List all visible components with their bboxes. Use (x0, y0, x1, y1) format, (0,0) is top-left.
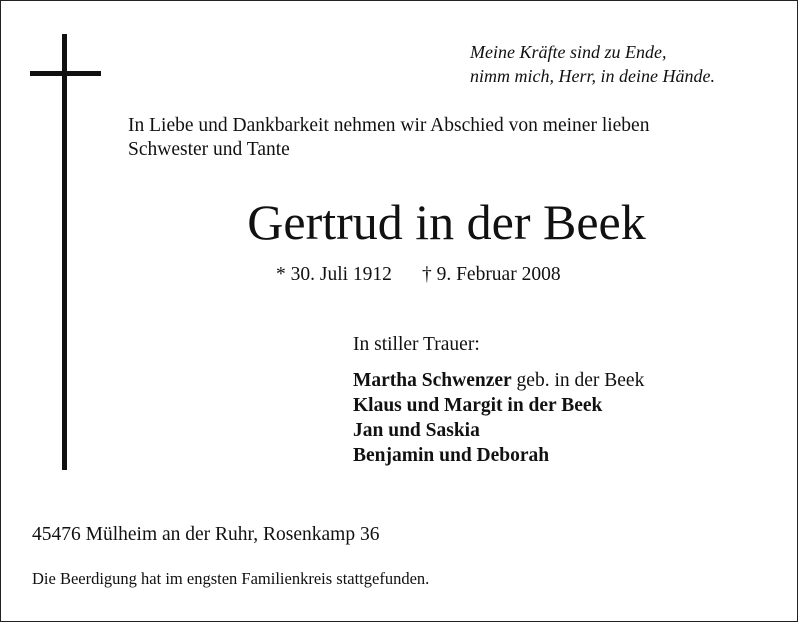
intro-line-1: In Liebe und Dankbarkeit nehmen wir Abschied von meiner lieben (128, 115, 650, 136)
mourner-item (353, 443, 644, 468)
funeral-note: Die Beerdigung hat im engsten Familienkreis stattgefunden. (32, 569, 430, 588)
intro-line-2: Schwester und Tante (128, 139, 290, 160)
mourner-name: Benjamin und Deborah (353, 445, 550, 466)
mourner-name: Jan und Saskia (353, 420, 480, 441)
family-address: 45476 Mülheim an der Ruhr, Rosenkamp 36 (32, 524, 380, 545)
mourner-item (353, 368, 644, 393)
mourner-name: Klaus und Margit in der Beek (353, 395, 603, 416)
mourners-list (353, 368, 644, 468)
mourning-heading: In stiller Trauer: (353, 334, 480, 355)
verse (470, 40, 780, 88)
deceased-name: Gertrud in der Beek (247, 194, 646, 250)
mourner-suffix: geb. in der Beek (511, 370, 645, 391)
mourner-name: Martha Schwenzer (353, 370, 512, 391)
death-date: † 9. Februar 2008 (421, 264, 561, 285)
life-dates (276, 262, 561, 288)
cross-icon-horizontal-beam (30, 71, 101, 76)
verse-line-2: nimm mich, Herr, in deine Hände. (470, 66, 715, 86)
intro-text (128, 114, 788, 162)
mourner-item (353, 393, 644, 418)
mourner-item (353, 418, 644, 443)
birth-date: * 30. Juli 1912 (276, 264, 392, 285)
verse-line-1: Meine Kräfte sind zu Ende, (470, 42, 667, 62)
